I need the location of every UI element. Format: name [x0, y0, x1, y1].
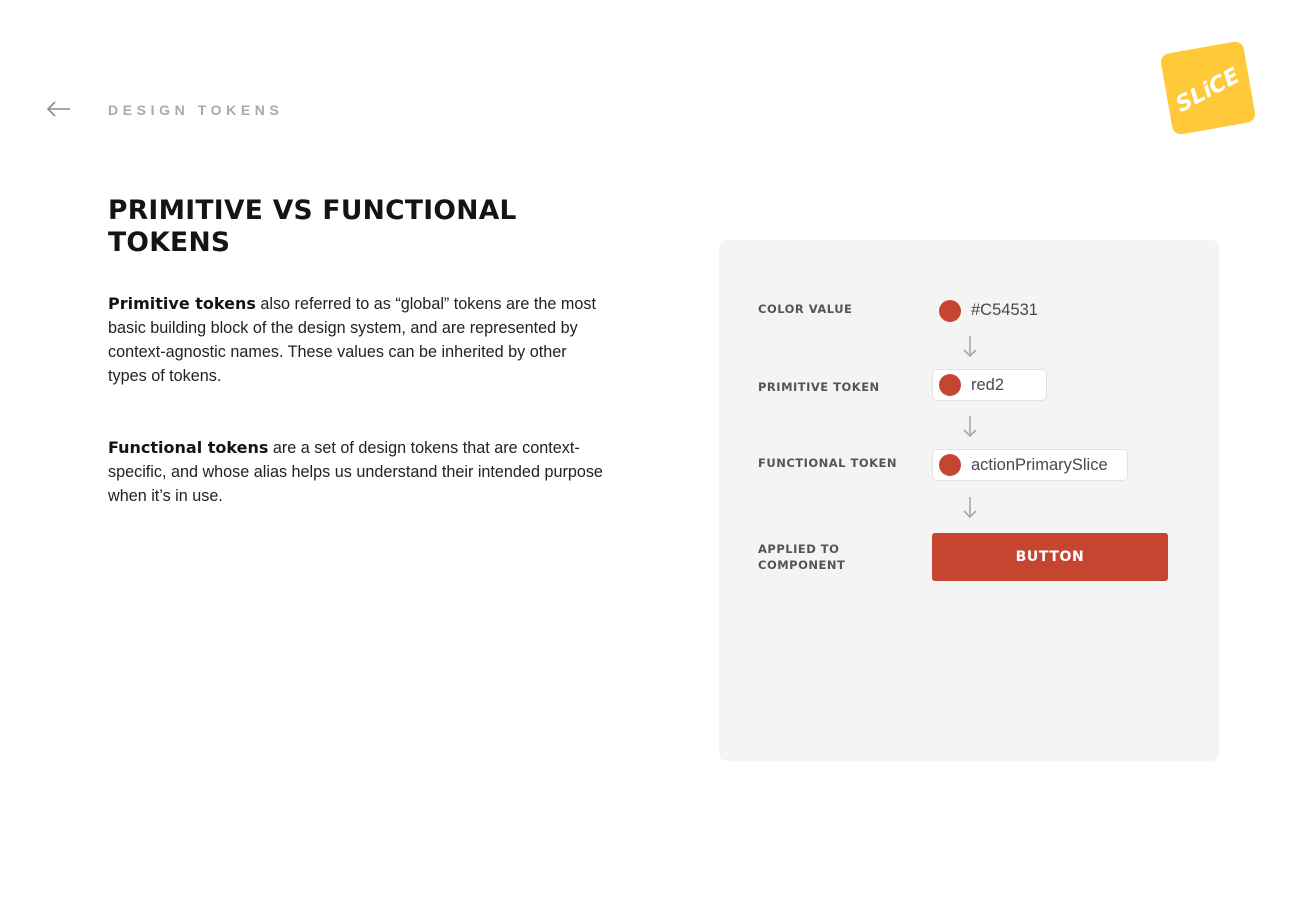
- functional-token-chip: [932, 449, 1128, 481]
- primitive-tokens-paragraph: [108, 292, 608, 388]
- primitive-token-text: red2: [971, 376, 1005, 394]
- paragraph-body: also referred to as “global” tokens are the most basic building block of the design system, and are represented by context-agnostic names. These values can be inherited by other types of tokens.: [108, 295, 596, 385]
- primitive-token-chip: [932, 369, 1047, 401]
- color-value-text: #C54531: [971, 301, 1038, 319]
- paragraph-lead: Functional tokens: [108, 438, 269, 457]
- applied-to-component-label: APPLIED TO COMPONENT: [758, 542, 846, 572]
- arrow-down-icon: [961, 495, 979, 521]
- arrow-down-icon: [961, 414, 979, 440]
- section-label: DESIGN TOKENS: [108, 102, 284, 118]
- demo-button[interactable]: BUTTON: [932, 533, 1168, 581]
- arrow-down-icon: [961, 334, 979, 360]
- paragraph-lead: Primitive tokens: [108, 294, 256, 313]
- color-swatch: [939, 300, 961, 322]
- paragraph-body: are a set of design tokens that are context-specific, and whose alias helps us understand their intended purpose when it’s in use.: [108, 439, 603, 505]
- color-value-label: COLOR VALUE: [758, 302, 853, 316]
- functional-token-text: actionPrimarySlice: [971, 456, 1108, 474]
- slice-logo[interactable]: [1160, 42, 1256, 134]
- token-flow-card: [719, 240, 1219, 761]
- color-swatch: [939, 374, 961, 396]
- primitive-token-label: PRIMITIVE TOKEN: [758, 380, 880, 394]
- functional-token-label: FUNCTIONAL TOKEN: [758, 456, 898, 470]
- functional-tokens-paragraph: [108, 436, 608, 508]
- back-arrow-icon[interactable]: [46, 98, 72, 120]
- page-title: PRIMITIVE VS FUNCTIONAL TOKENS: [108, 195, 517, 258]
- svg-text:SLiCE: SLiCE: [1171, 63, 1245, 118]
- color-swatch: [939, 454, 961, 476]
